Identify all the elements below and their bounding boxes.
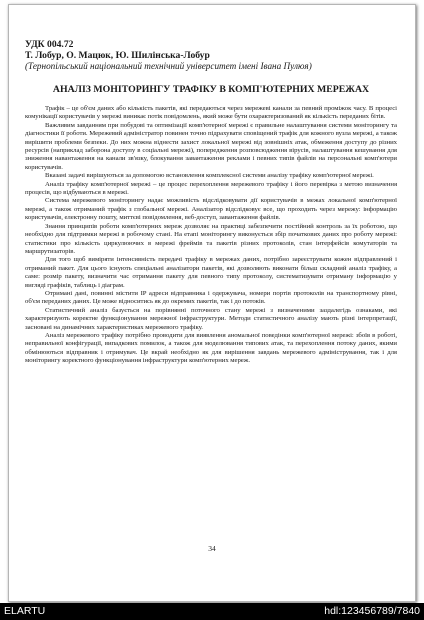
paragraph-traffic-definition: Трафік – це об'єм даних або кількість пакетів, які передаються через мережеві канали за певний проміжок часу. В процесі комунікації користувачів у мережі виникає потік повідомлень, який може бути охарактеризований як кількість переданих бітів.	[25, 105, 397, 121]
paragraph-obtained-data: Отримані дані, повинні містити IP адреси відправника і одержувача, номери портів протоколів на транспортному рівні, об'єм переданих даних. Це може відноситись як до окремих пакетів, так і до потоків.	[25, 289, 397, 306]
repository-name[interactable]: ELARTU	[4, 605, 46, 617]
handle-identifier[interactable]: hdl:123456789/7840	[324, 605, 420, 617]
paragraph-monitoring-system: Система мережевого моніторингу надає можливість відслідковувати дії користувачів в межах локальної комп'ютерної мережі, а також отриманий трафік з глобальної мережі. Аналізатор відслідковує все, що проходить через мережу: інформацію користувачів, електронну пошту, миттєві повідомлення, веб-доступ, завантаження файлів.	[25, 197, 397, 222]
paragraph-packet-analyzers: Для того щоб виміряти інтенсивність передачі трафіку в мережах даних, потрібно зареєструвати кожен відправлений і отриманий пакет. Для цього існують спеціальні аналізатори пакетів, які дозволяють виконати більш складний аналіз трафіку, а саме: розмір пакету, визначити час отримання пакету для певного типу протоколу, систематизувати отриману інформацію у вигляді графіків, таблиць і діаграм.	[25, 256, 397, 289]
page-content	[25, 39, 397, 366]
paragraph-monitoring-task: Важливим завданням при побудові та оптимізації комп'ютерної мережі є правильне налаштування системи моніторингу та діагностики її роботи. Мережевий адміністратор повинен точно підрахувати сповіщений трафік для кожного вузла мережі, а також вирішити проблеми безпеки. До них можна віднести захист локальної мережі від зовнішніх атак, обмеження доступу до різних ресурсів (наприклад заборона доступу в соціальні мережі), попередження розповсюдження вірусів, налаштування кешування для зниження навантаження на канали зв'язку, блокування завантаження реклами і певних типів файлів на персональні комп'ютери користувачів.	[25, 121, 397, 171]
authors: Т. Лобур, О. Мацюк, Ю. Шилінська-Лобур	[25, 50, 210, 61]
paragraph-network-knowledge: Знання принципів роботи комп'ютерних мереж дозволяє на практиці забезпечити постійний контроль за їх роботою, що необхідно для підтримки мережі в робочому стані. На етапі моніторингу виконується збір початкових даних про роботу мережі: статистики про кількість циркулюючих в мережі фреймів та пакетів різних протоколів, стан інтерфейсів комутаторів та маршрутизаторів.	[25, 222, 397, 255]
paragraph-anomaly-detection: Аналіз мережевого трафіку потрібно проводити для виявлення аномальної поведінки комп'ютерної мережі: збоїв в роботі, неправильної конфігурації, випадкових помилок, а також для моделювання типових атак, та перехоплення потоку даних, якими обмінюються відправник і отримувач. Це вкрай необхідно як для вирішення завдань мережевого адміністрування, так і для моніторингу коректного функціонування інфраструктури комп'ютерних мереж.	[25, 331, 397, 365]
udc-code: УДК 004.72	[25, 39, 74, 50]
repository-footer-bar	[0, 603, 424, 620]
affiliation: (Тернопільський національний технічний університет імені Івана Пулюя)	[25, 61, 312, 71]
paragraph-traffic-analysis: Аналіз трафіку комп'ютерної мережі – це процес перехоплення мережевого трафіку і його перевірка з метою визначення процесів, що відбуваються в мережі.	[25, 180, 397, 197]
paragraph-statistical-analysis: Статистичний аналіз базується на порівнянні поточного стану мережі з визначеними заздалегідь ознаками, які характеризують коректне функціонування мережної інфраструктури. Методи статистичного аналізу мають різні інтерпретації, засновані на динамічних характеристиках мережевого трафіку.	[25, 306, 397, 331]
document-page	[8, 4, 416, 602]
page-number: 34	[208, 544, 216, 553]
article-title: АНАЛІЗ МОНІТОРИНГУ ТРАФІКУ В КОМП'ЮТЕРНИХ МЕРЕЖАХ	[52, 84, 370, 95]
paragraph-tasks-solution: Вказані задачі вирішуються за допомогою встановлення комплексної системи аналізу трафіку комп'ютерної мережі.	[45, 172, 374, 180]
